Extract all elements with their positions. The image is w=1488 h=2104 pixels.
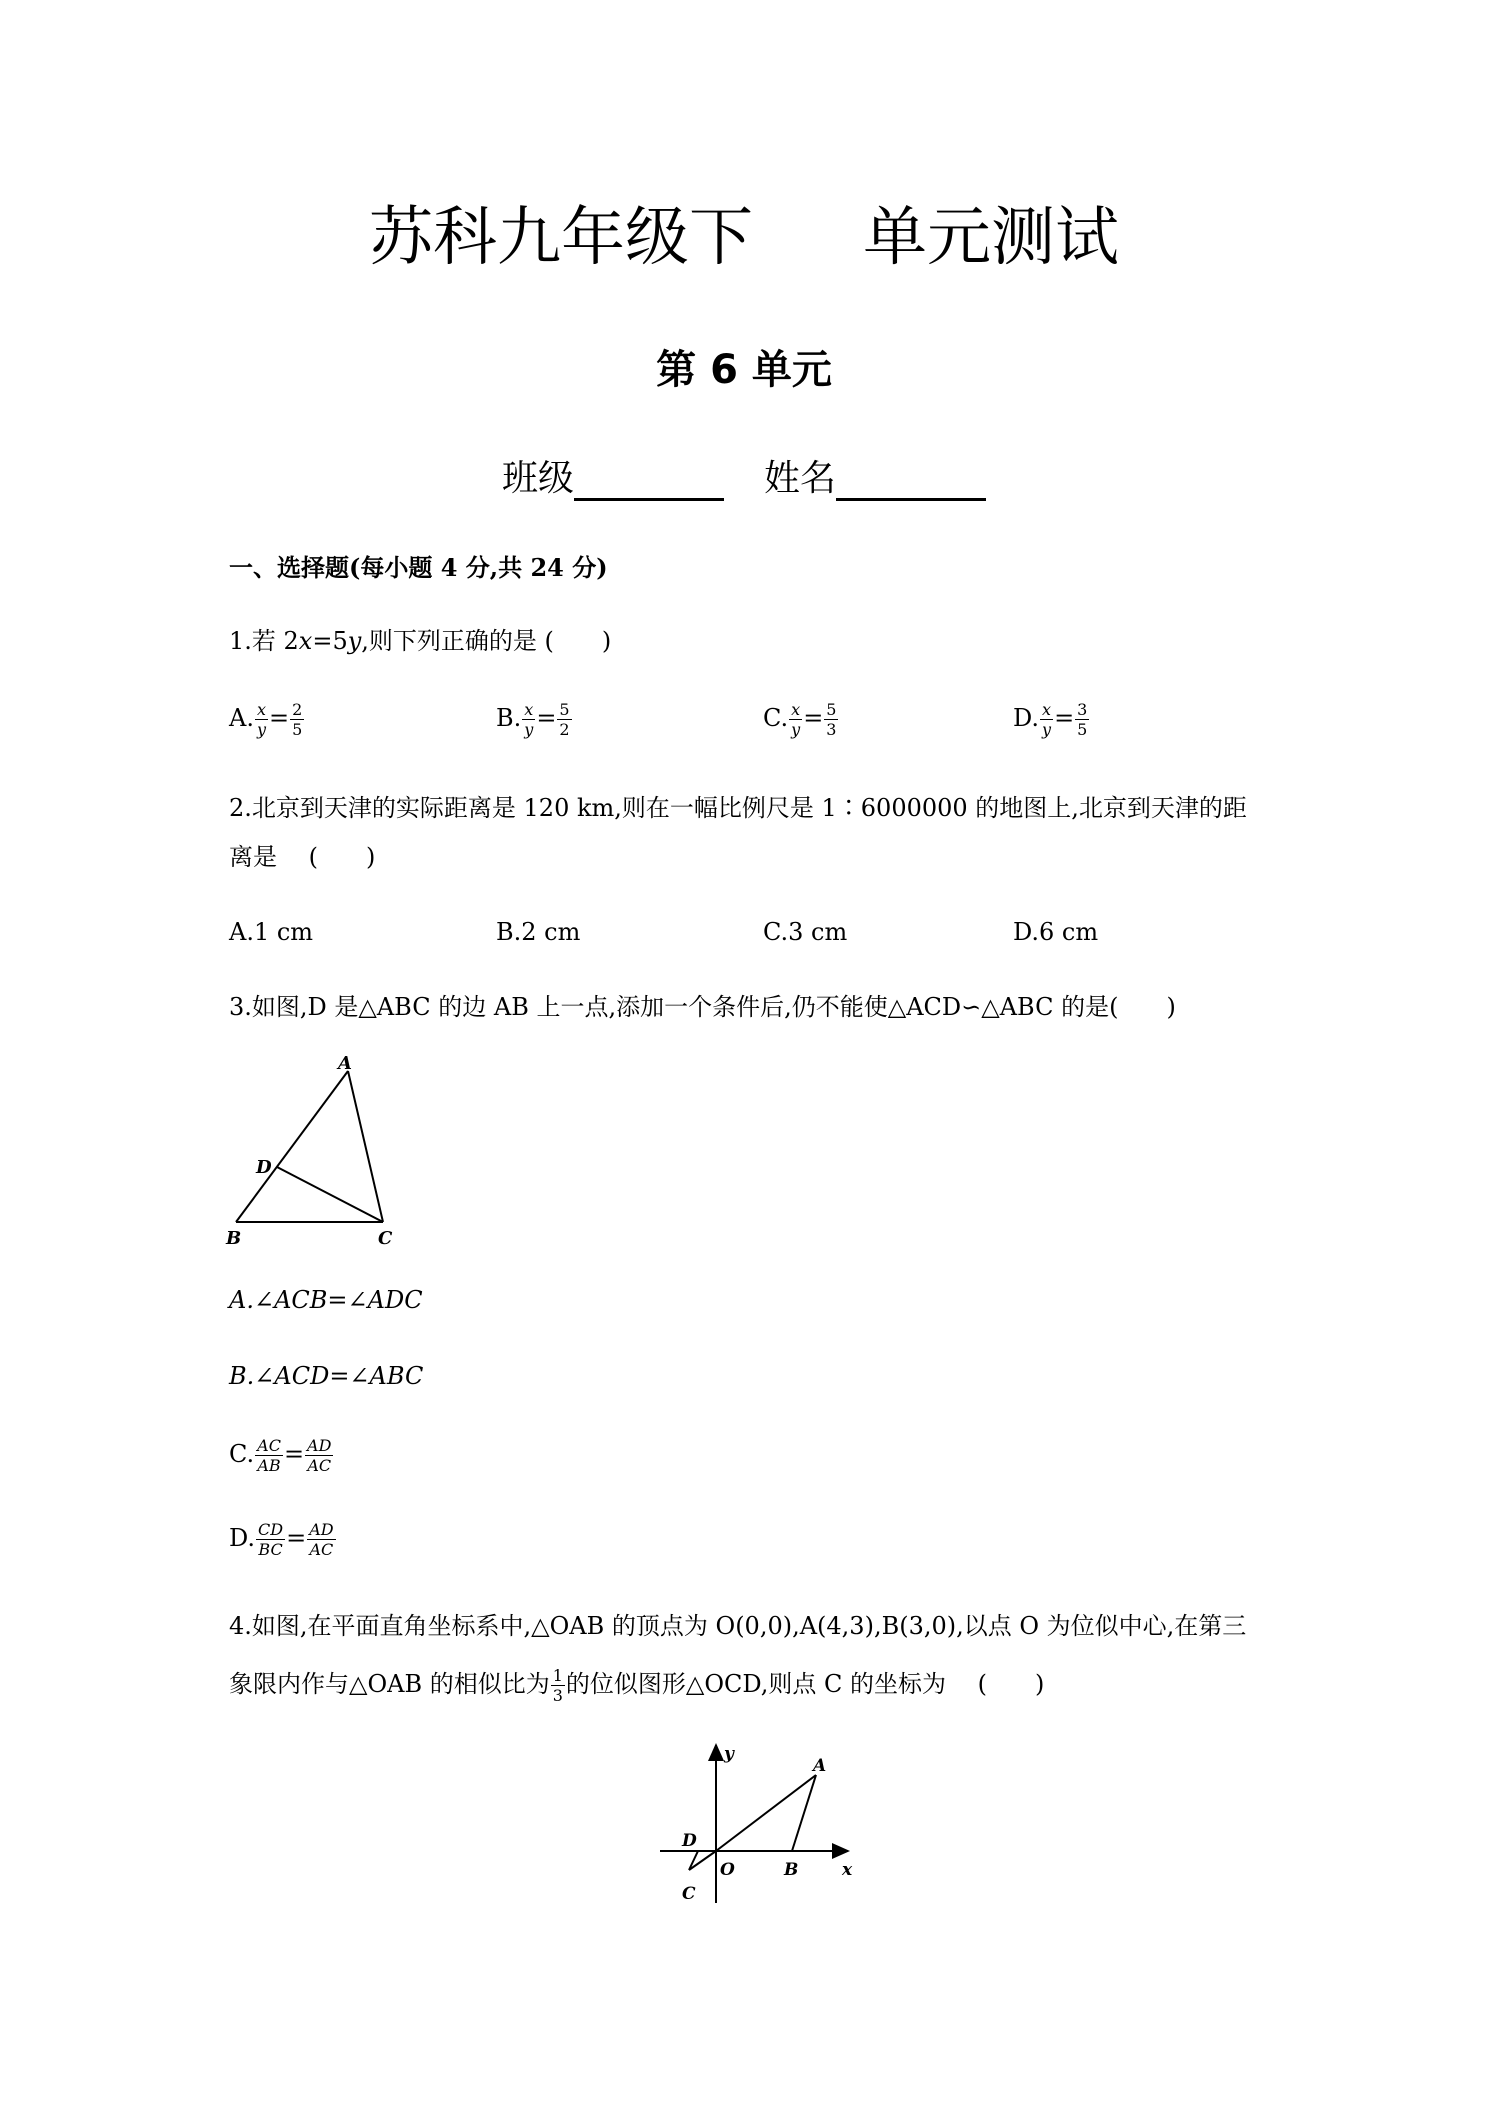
label-b: B	[226, 1228, 242, 1249]
question-4-line-1: 4.如图,在平面直角坐标系中,△OAB 的顶点为 O(0,0),A(4,3),B(3,0),以点 O 为位似中心,在第三	[229, 1612, 1247, 1640]
segment-ab	[792, 1775, 816, 1851]
label-o: O	[720, 1860, 735, 1880]
q2-option-a[interactable]: A.1 cm	[229, 918, 314, 946]
q3-option-c[interactable]: C. $\frac{AC}{AB}$ = $\frac{AD}{AC}$	[229, 1436, 332, 1475]
segment-oa	[716, 1775, 816, 1851]
question-3-stem: 3.如图,D 是△ABC 的边 AB 上一点,添加一个条件后,仍不能使△ACD∽△ABC 的是( )	[229, 993, 1176, 1021]
page-title	[0, 186, 1488, 278]
segment-dc	[277, 1167, 383, 1222]
question-4-line-2: 象限内作与△OAB 的相似比为 $\frac{1}{3}$ 的位似图形△OCD,则点 C 的坐标为 ( )	[229, 1666, 1045, 1705]
q3-option-a[interactable]: A.∠ACB=∠ADC	[229, 1286, 423, 1314]
title-left: 苏科九年级下	[369, 201, 753, 275]
question-2-line-1: 2.北京到天津的实际距离是 120 km,则在一幅比例尺是 1∶6000000 的地图上,北京到天津的距	[229, 794, 1247, 822]
label-b: B	[784, 1860, 799, 1880]
label-d: D	[256, 1157, 272, 1178]
class-name-fields	[0, 450, 1488, 501]
q3-option-d[interactable]: D. $\frac{CD}{BC}$ = $\frac{AD}{AC}$	[229, 1520, 334, 1559]
label-c: C	[378, 1228, 393, 1249]
coordinate-figure	[650, 1735, 860, 1910]
label-a: A	[813, 1756, 827, 1776]
q2-option-d[interactable]: D.6 cm	[1013, 918, 1099, 946]
q2-option-c[interactable]: C.3 cm	[763, 918, 848, 946]
q1-option-a[interactable]: A. $\frac{x}{y}$ = $\frac{2}{5}$	[229, 700, 303, 739]
class-label: 班级	[501, 458, 574, 499]
q1-option-c[interactable]: C. $\frac{x}{y}$ = $\frac{5}{3}$	[763, 700, 837, 739]
triangle-abc-figure	[220, 1050, 410, 1250]
question-2-line-2: 离是 ( )	[229, 843, 376, 871]
name-blank[interactable]	[836, 464, 986, 501]
name-label: 姓名	[764, 458, 837, 499]
section-heading: 一、选择题(每小题 4 分,共 24 分)	[229, 553, 608, 582]
label-y: y	[724, 1744, 734, 1764]
q1-option-d[interactable]: D. $\frac{x}{y}$ = $\frac{3}{5}$	[1013, 700, 1088, 739]
label-x: x	[842, 1860, 853, 1880]
q1-option-b[interactable]: B. $\frac{x}{y}$ = $\frac{5}{2}$	[496, 700, 570, 739]
label-a: A	[338, 1053, 352, 1074]
q2-option-b[interactable]: B.2 cm	[496, 918, 581, 946]
title-right: 单元测试	[863, 201, 1119, 275]
question-1-stem: 1.若 2x=5y,则下列正确的是 ( )	[229, 627, 612, 655]
unit-subtitle: 第 6 单元	[656, 347, 832, 393]
q3-option-b[interactable]: B.∠ACD=∠ABC	[229, 1362, 424, 1390]
segment-ac	[348, 1071, 383, 1222]
label-c: C	[682, 1884, 696, 1904]
segment-ab	[236, 1071, 348, 1222]
class-blank[interactable]	[574, 464, 724, 501]
label-d: D	[682, 1831, 697, 1851]
